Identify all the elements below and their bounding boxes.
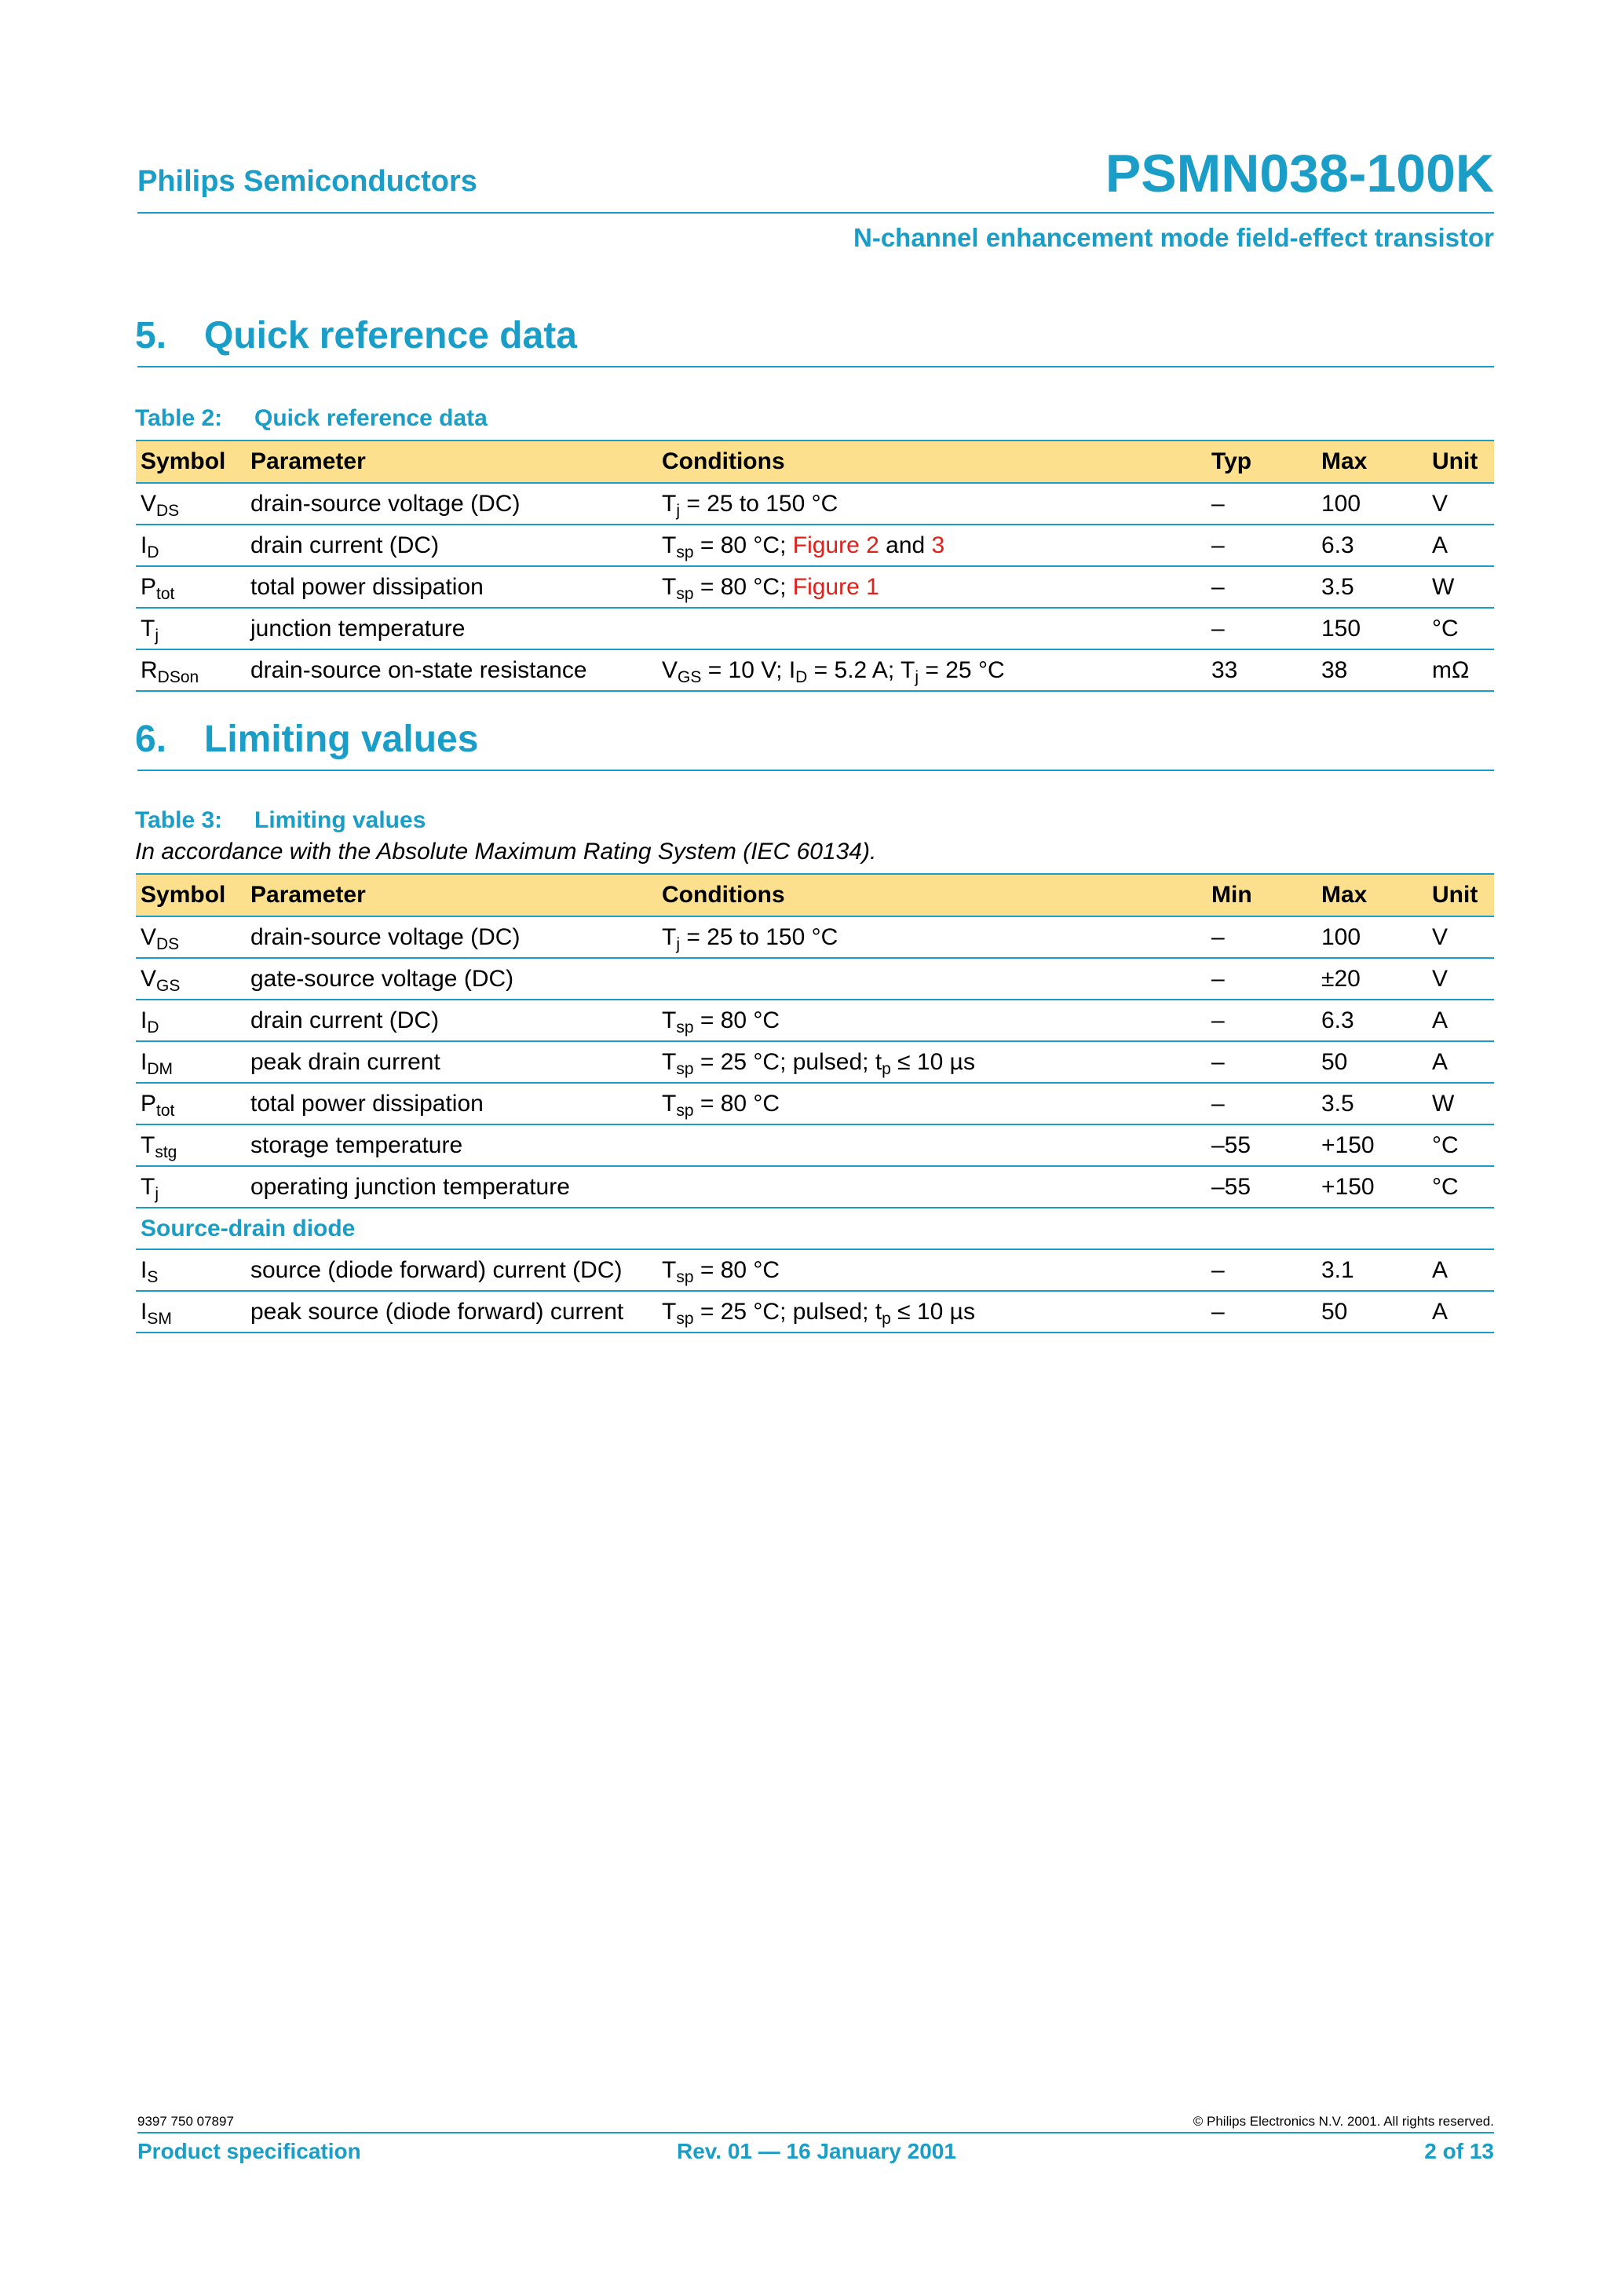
max-cell: ±20	[1317, 958, 1427, 1000]
symbol-cell	[136, 1291, 246, 1333]
min-cell: –	[1207, 1291, 1317, 1333]
conditions-cell: $T_{sp} = 80$ °C	[657, 1083, 1207, 1124]
parameter-cell: drain current (DC)	[246, 1000, 657, 1041]
table-row	[136, 566, 1494, 608]
unit-cell: °C	[1427, 1124, 1494, 1166]
column-header: Max	[1317, 874, 1427, 916]
unit-cell: °C	[1427, 608, 1494, 649]
symbol-subscript: DS	[156, 501, 180, 520]
symbol-letter: P	[141, 573, 157, 600]
document-subtitle: N-channel enhancement mode field-effect transistor	[853, 223, 1494, 252]
conditions-cell	[657, 1124, 1207, 1166]
company-name: Philips Semiconductors	[137, 165, 477, 198]
min-cell: –55	[1207, 1124, 1317, 1166]
conditions-cell: $T_{sp} = 25$ °C; pulsed; $t_p \le 10$ µs	[657, 1291, 1207, 1333]
part-number: PSMN038-100K	[1105, 144, 1494, 203]
min-cell: –	[1207, 1000, 1317, 1041]
max-cell: +150	[1317, 1124, 1427, 1166]
symbol-cell	[136, 525, 246, 566]
typ-cell: 33	[1207, 649, 1317, 691]
symbol-subscript: D	[147, 543, 159, 561]
symbol-letter: V	[141, 923, 157, 950]
min-cell: –	[1207, 1083, 1317, 1124]
max-cell: 6.3	[1317, 525, 1427, 566]
condition-subscript: sp	[676, 584, 694, 603]
min-cell: –55	[1207, 1166, 1317, 1208]
symbol-subscript: j	[155, 1184, 159, 1203]
typ-cell: –	[1207, 566, 1317, 608]
column-header: Symbol	[136, 874, 246, 916]
parameter-cell: source (diode forward) current (DC)	[246, 1249, 657, 1291]
table-2-title: Quick reference data	[254, 405, 488, 431]
column-header: Parameter	[246, 441, 657, 483]
header-divider	[137, 212, 1494, 214]
table-header-row	[136, 874, 1494, 916]
subheading-label: Source-drain diode	[136, 1208, 1494, 1249]
parameter-cell: junction temperature	[246, 608, 657, 649]
symbol-subscript: S	[147, 1267, 159, 1286]
unit-cell: A	[1427, 1249, 1494, 1291]
symbol-cell	[136, 608, 246, 649]
unit-cell: W	[1427, 1083, 1494, 1124]
unit-cell: V	[1427, 916, 1494, 958]
max-cell: 100	[1317, 483, 1427, 525]
column-header: Max	[1317, 441, 1427, 483]
document-number: 9397 750 07897	[137, 2114, 234, 2129]
parameter-cell: storage temperature	[246, 1124, 657, 1166]
symbol-subscript: tot	[156, 584, 175, 603]
max-cell: +150	[1317, 1166, 1427, 1208]
condition-subscript: sp	[676, 1101, 694, 1120]
symbol-letter: T	[141, 1173, 155, 1200]
symbol-letter: V	[141, 490, 157, 517]
table-header-row	[136, 441, 1494, 483]
conditions-cell: $T_{sp} = 80$ °C	[657, 1000, 1207, 1041]
symbol-letter: T	[141, 615, 155, 642]
max-cell: 3.5	[1317, 1083, 1427, 1124]
symbol-letter: I	[141, 1298, 148, 1325]
unit-cell: A	[1427, 1291, 1494, 1333]
section-6-divider	[137, 770, 1494, 771]
table-row	[136, 1124, 1494, 1166]
symbol-subscript: D	[147, 1018, 159, 1036]
unit-cell: A	[1427, 525, 1494, 566]
table-row	[136, 1041, 1494, 1083]
parameter-cell: peak drain current	[246, 1041, 657, 1083]
typ-cell: –	[1207, 483, 1317, 525]
parameter-cell: drain current (DC)	[246, 525, 657, 566]
parameter-cell: gate-source voltage (DC)	[246, 958, 657, 1000]
conditions-cell	[657, 1166, 1207, 1208]
column-header: Parameter	[246, 874, 657, 916]
conditions-cell: $T_{sp} = 25$ °C; pulsed; $t_p \le 10$ µs	[657, 1041, 1207, 1083]
max-cell: 38	[1317, 649, 1427, 691]
table-row	[136, 1291, 1494, 1333]
table-subheading-row	[136, 1208, 1494, 1249]
column-header: Unit	[1427, 874, 1494, 916]
symbol-cell	[136, 483, 246, 525]
condition-subscript: sp	[676, 1309, 694, 1328]
document-type: Product specification	[137, 2139, 361, 2163]
table-3-note: In accordance with the Absolute Maximum Rating System (IEC 60134).	[135, 839, 877, 865]
conditions-text: and	[879, 532, 932, 558]
conditions-cell: $T_j = 25$ to 150 °C	[657, 916, 1207, 958]
section-5-title: Quick reference data	[204, 315, 577, 356]
min-cell: –	[1207, 916, 1317, 958]
symbol-cell	[136, 649, 246, 691]
column-header: Conditions	[657, 441, 1207, 483]
table-2-body	[136, 483, 1494, 691]
limiting-values-table	[136, 873, 1494, 1333]
symbol-letter: I	[141, 1256, 148, 1283]
symbol-cell	[136, 958, 246, 1000]
conditions-cell: $V_{GS} = 10$ V; $I_D = 5.2$ A; $T_j = 25$ °C	[657, 649, 1207, 691]
max-cell: 6.3	[1317, 1000, 1427, 1041]
unit-cell: V	[1427, 958, 1494, 1000]
parameter-cell: total power dissipation	[246, 566, 657, 608]
max-cell: 3.5	[1317, 566, 1427, 608]
max-cell: 50	[1317, 1291, 1427, 1333]
condition-subscript: p	[882, 1309, 891, 1328]
page-number: 2 of 13	[1424, 2139, 1494, 2163]
table-row	[136, 916, 1494, 958]
parameter-cell: total power dissipation	[246, 1083, 657, 1124]
max-cell: 3.1	[1317, 1249, 1427, 1291]
table-3-title: Limiting values	[254, 807, 426, 833]
condition-subscript: sp	[676, 543, 694, 561]
table-row	[136, 525, 1494, 566]
column-header: Conditions	[657, 874, 1207, 916]
table-3-caption	[135, 807, 426, 834]
column-header: Min	[1207, 874, 1317, 916]
max-cell: 100	[1317, 916, 1427, 958]
symbol-letter: V	[141, 965, 157, 992]
table-2-label: Table 2:	[135, 405, 223, 431]
column-header: Symbol	[136, 441, 246, 483]
parameter-cell: operating junction temperature	[246, 1166, 657, 1208]
unit-cell: W	[1427, 566, 1494, 608]
section-5-number: 5.	[135, 315, 167, 356]
figure-link[interactable]: Figure 1	[792, 573, 879, 600]
conditions-cell	[657, 958, 1207, 1000]
figure-link[interactable]: 3	[931, 532, 945, 558]
parameter-cell: drain-source voltage (DC)	[246, 483, 657, 525]
conditions-cell: $T_{sp} = 80$ °C	[657, 1249, 1207, 1291]
min-cell: –	[1207, 1041, 1317, 1083]
symbol-subscript: tot	[156, 1101, 175, 1120]
symbol-letter: I	[141, 532, 148, 558]
table-row	[136, 649, 1494, 691]
table-row	[136, 1249, 1494, 1291]
unit-cell: mΩ	[1427, 649, 1494, 691]
max-cell: 50	[1317, 1041, 1427, 1083]
symbol-subscript: DSon	[157, 667, 199, 686]
typ-cell: –	[1207, 608, 1317, 649]
table-row	[136, 483, 1494, 525]
condition-subscript: sp	[676, 1059, 694, 1078]
symbol-subscript: stg	[155, 1143, 177, 1161]
symbol-cell	[136, 1124, 246, 1166]
section-6-title: Limiting values	[204, 718, 479, 760]
revision-date: Rev. 01 — 16 January 2001	[677, 2139, 956, 2163]
conditions-cell: $T_{sp} = 80$ °C; Figure 1	[657, 566, 1207, 608]
figure-link[interactable]: Figure 2	[792, 532, 879, 558]
symbol-letter: R	[141, 656, 158, 683]
conditions-cell: $T_{sp} = 80$ °C; Figure 2 and 3	[657, 525, 1207, 566]
condition-subscript: GS	[678, 667, 702, 686]
unit-cell: A	[1427, 1041, 1494, 1083]
symbol-subscript: j	[155, 626, 159, 645]
table-row	[136, 1083, 1494, 1124]
symbol-subscript: GS	[156, 976, 181, 995]
unit-cell: V	[1427, 483, 1494, 525]
conditions-cell	[657, 608, 1207, 649]
symbol-cell	[136, 1249, 246, 1291]
symbol-letter: T	[141, 1132, 155, 1158]
condition-subscript: sp	[676, 1018, 694, 1036]
max-cell: 150	[1317, 608, 1427, 649]
unit-cell: A	[1427, 1000, 1494, 1041]
column-header: Typ	[1207, 441, 1317, 483]
symbol-cell	[136, 1000, 246, 1041]
condition-subscript: D	[795, 667, 808, 686]
table-2-caption	[135, 405, 488, 432]
column-header: Unit	[1427, 441, 1494, 483]
min-cell: –	[1207, 1249, 1317, 1291]
table-3-label: Table 3:	[135, 807, 223, 833]
symbol-letter: I	[141, 1048, 148, 1075]
table-row	[136, 958, 1494, 1000]
symbol-subscript: SM	[147, 1309, 172, 1328]
condition-subscript: j	[676, 501, 680, 520]
parameter-cell: drain-source voltage (DC)	[246, 916, 657, 958]
table-row	[136, 1000, 1494, 1041]
section-5-divider	[137, 366, 1494, 367]
typ-cell: –	[1207, 525, 1317, 566]
min-cell: –	[1207, 958, 1317, 1000]
symbol-cell	[136, 1041, 246, 1083]
symbol-letter: P	[141, 1090, 157, 1117]
symbol-cell	[136, 1166, 246, 1208]
parameter-cell: drain-source on-state resistance	[246, 649, 657, 691]
condition-subscript: p	[882, 1059, 891, 1078]
symbol-subscript: DS	[156, 934, 180, 953]
condition-subscript: j	[676, 934, 680, 953]
condition-subscript: sp	[676, 1267, 694, 1286]
section-6-number: 6.	[135, 718, 167, 760]
table-3-body	[136, 916, 1494, 1333]
symbol-subscript: DM	[147, 1059, 174, 1078]
footer-divider	[137, 2132, 1494, 2133]
section-5-heading	[135, 314, 577, 357]
table-row	[136, 1166, 1494, 1208]
copyright-notice: © Philips Electronics N.V. 2001. All rights reserved.	[1193, 2114, 1494, 2129]
symbol-cell	[136, 566, 246, 608]
section-6-heading	[135, 718, 478, 761]
condition-subscript: j	[915, 667, 919, 686]
parameter-cell: peak source (diode forward) current	[246, 1291, 657, 1333]
unit-cell: °C	[1427, 1166, 1494, 1208]
conditions-cell: $T_j = 25$ to 150 °C	[657, 483, 1207, 525]
quick-reference-table	[136, 440, 1494, 692]
table-row	[136, 608, 1494, 649]
symbol-cell	[136, 916, 246, 958]
symbol-cell	[136, 1083, 246, 1124]
symbol-letter: I	[141, 1007, 148, 1033]
